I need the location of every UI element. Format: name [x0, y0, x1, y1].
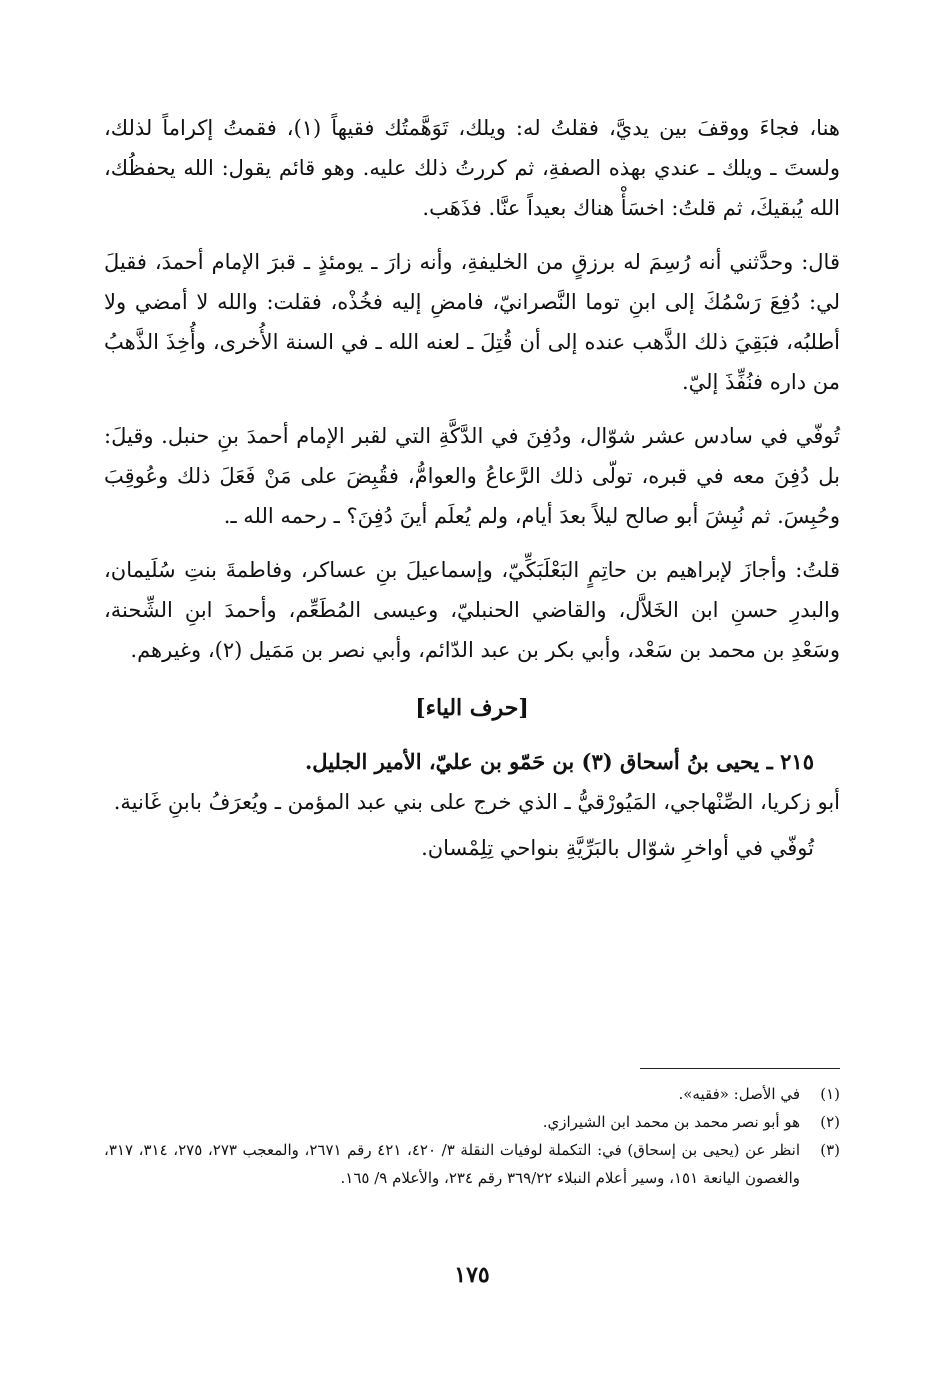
- section-heading: [حرف الياء]: [415, 695, 529, 721]
- footnote-number: (٢): [820, 1113, 840, 1131]
- footnote-divider: [640, 1068, 840, 1069]
- footnote-2: [104, 1108, 840, 1136]
- footnotes: [104, 1080, 840, 1192]
- paragraph-1: هنا، فجاءَ ووقفَ بين يديَّ، فقلتُ له: ويلك، تَوَهَّمتُك فقيهاً (١)، فقمتُ إكراماً لذلك، ولستَ ـ ويلك ـ عندي بهذه الصفةِ، ثم كررتُ ذلك عليه. وهو قائم يقول: الله يحفظُك، الله يُبقيكَ، ثم قلتُ: اخسَأْ هناك بعيداً عنَّا. فذَهَب.: [104, 116, 840, 220]
- entry-body: أبو زكريا، الصِّنْهاجي، المَيُورْقيُّ ـ الذي خرج على بني عبد المؤمن ـ ويُعرَفُ بابنِ غَانية.: [113, 790, 840, 814]
- entry-death: تُوفّي في أواخرِ شوّال بالبَرِّيَّةِ بنواحي تِلِمْسان.: [421, 836, 814, 860]
- footnote-1: [104, 1080, 840, 1108]
- paragraph-3: تُوفّي في سادس عشر شوّال، ودُفِنَ في الدَّكَّةِ التي لقبر الإمام أحمدَ بنِ حنبل. وقيلَ: بل دُفِنَ معه في قبره، تولّى ذلك الرَّعاعُ والعوامُّ، فقُبِضَ على مَنْ فَعَلَ ذلك وعُوقِبَ وحُبِسَ. ثم نُبِشَ أبو صالح ليلاً بعدَ أيام، ولم يُعلَم أينَ دُفِنَ؟ ـ رحمه الله ـ.: [104, 424, 840, 528]
- paragraph-2: قال: وحدَّثني أنه رُسِمَ له برزقٍ من الخليفةِ، وأنه زارَ ـ يومئذٍ ـ قبرَ الإمام أحمدَ، فقيلَ لي: دُفِعَ رَسْمُكَ إلى ابنِ توما النَّصرانيّ، فامضِ إليه فخُذْه، فقلت: والله لا أمضي ولا أطلبُه، فبَقِيَ ذلك الذَّهب عنده إلى أن قُتِلَ ـ لعنه الله ـ في السنة الأُخرى، وأُخِذَ الذَّهبُ من داره فنُفِّذَ إليّ.: [104, 250, 840, 394]
- entry-title: ٢١٥ ـ يحيى بنُ أسحاق (٣) بن حَمّو بن عليّ، الأمير الجليل.: [304, 749, 814, 774]
- page-body: [104, 108, 840, 868]
- footnote-text: انظر عن (يحيى بن إسحاق) في: التكملة لوفيات النقلة ٣/ ٤٢٠، ٤٢١ رقم ٢٦٧١، والمعجب ٢٧٣، ٢٧٥، ٣١٤، ٣١٧، والغصون اليانعة ١٥١، وسير أعلام النبلاء ٣٦٩/٢٢ رقم ٢٣٤، والأعلام ٩/ ١٦٥.: [104, 1141, 801, 1187]
- footnote-number: (١): [820, 1085, 840, 1103]
- footnote-number: (٣): [820, 1141, 840, 1159]
- footnote-text: في الأصل: «فقيه».: [678, 1085, 800, 1103]
- footnote-text: هو أبو نصر محمد بن محمد ابن الشيرازي.: [542, 1113, 800, 1131]
- paragraph-4: قلتُ: وأجازَ لإبراهيم بن حاتِمٍ البَعْلَبَكِّيّ، وإسماعيلَ بنِ عساكر، وفاطمةَ بنتِ سُلَيمان، والبدرِ حسنِ ابن الخَلاَّل، والقاضي الحنبليّ، وعيسى المُطَعِّم، وأحمدَ ابنِ الشِّحنة، وسَعْدِ بن محمد بن سَعْد، وأبي بكر بن عبد الدّائم، وأبي نصر بن مَمَيل (٢)، وغيرهم.: [104, 558, 840, 662]
- page-number: ١٧٥: [454, 1262, 490, 1288]
- footnote-3: [104, 1136, 840, 1192]
